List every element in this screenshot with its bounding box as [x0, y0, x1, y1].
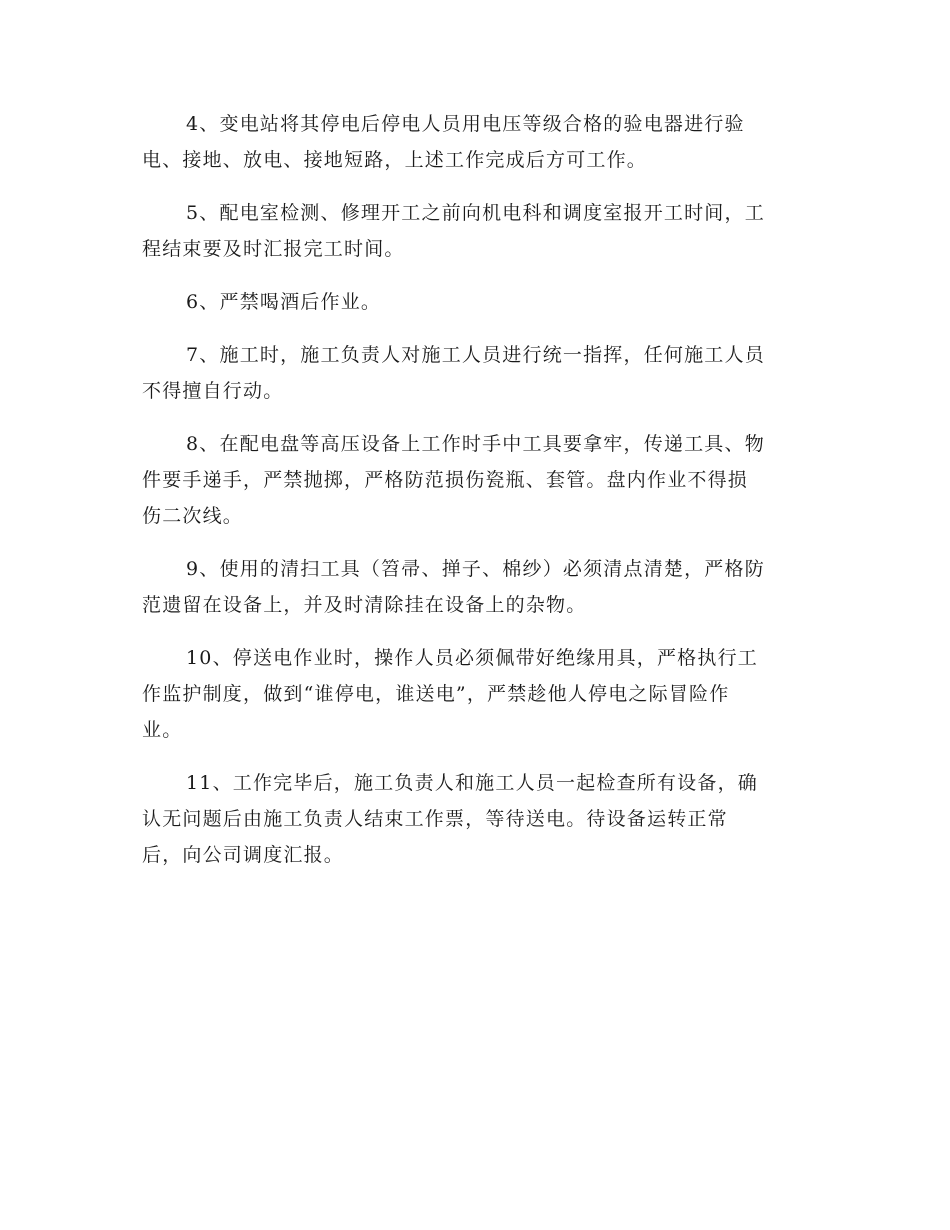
- paragraph-item-10: [142, 640, 810, 748]
- paragraph-line: 作监护制度，做到“谁停电，谁送电”，严禁趁他人停电之际冒险作: [142, 683, 730, 705]
- paragraph-line: 业。: [142, 719, 183, 741]
- paragraph-item-11: [142, 765, 810, 873]
- paragraph-line: 10、停送电作业时，操作人员必须佩带好绝缘用具，严格执行工: [186, 647, 758, 669]
- paragraph-line: 件要手递手，严禁抛掷，严格防范损伤瓷瓶、套管。盘内作业不得损: [142, 469, 749, 491]
- paragraph-line: 认无问题后由施工负责人结束工作票，等待送电。待设备运转正常: [142, 808, 728, 830]
- paragraph-line: 6、严禁喝酒后作业。: [186, 291, 382, 313]
- paragraph-item-6: [142, 284, 810, 320]
- paragraph-line: 7、施工时，施工负责人对施工人员进行统一指挥，任何施工人员: [186, 344, 765, 366]
- paragraph-line: 5、配电室检测、修理开工之前向机电科和调度室报开工时间，工: [186, 202, 765, 224]
- paragraph-line: 8、在配电盘等高压设备上工作时手中工具要拿牢，传递工具、物: [186, 433, 765, 455]
- paragraph-line: 9、使用的清扫工具（笤帚、掸子、棉纱）必须清点清楚，严格防: [186, 558, 765, 580]
- paragraph-item-4: [142, 106, 810, 178]
- paragraph-line: 电、接地、放电、接地短路，上述工作完成后方可工作。: [142, 149, 648, 171]
- paragraph-line: 伤二次线。: [142, 505, 244, 527]
- paragraph-line: 不得擅自行动。: [142, 380, 284, 402]
- paragraph-item-8: [142, 426, 810, 534]
- paragraph-line: 后，向公司调度汇报。: [142, 844, 345, 866]
- paragraph-line: 4、变电站将其停电后停电人员用电压等级合格的验电器进行验: [186, 113, 745, 135]
- document-body: [142, 106, 810, 890]
- paragraph-line: 11、工作完毕后，施工负责人和施工人员一起检查所有设备，确: [186, 772, 758, 794]
- paragraph-item-5: [142, 195, 810, 267]
- paragraph-line: 范遗留在设备上，并及时清除挂在设备上的杂物。: [142, 594, 587, 616]
- paragraph-item-7: [142, 337, 810, 409]
- paragraph-item-9: [142, 551, 810, 623]
- paragraph-line: 程结束要及时汇报完工时间。: [142, 238, 405, 260]
